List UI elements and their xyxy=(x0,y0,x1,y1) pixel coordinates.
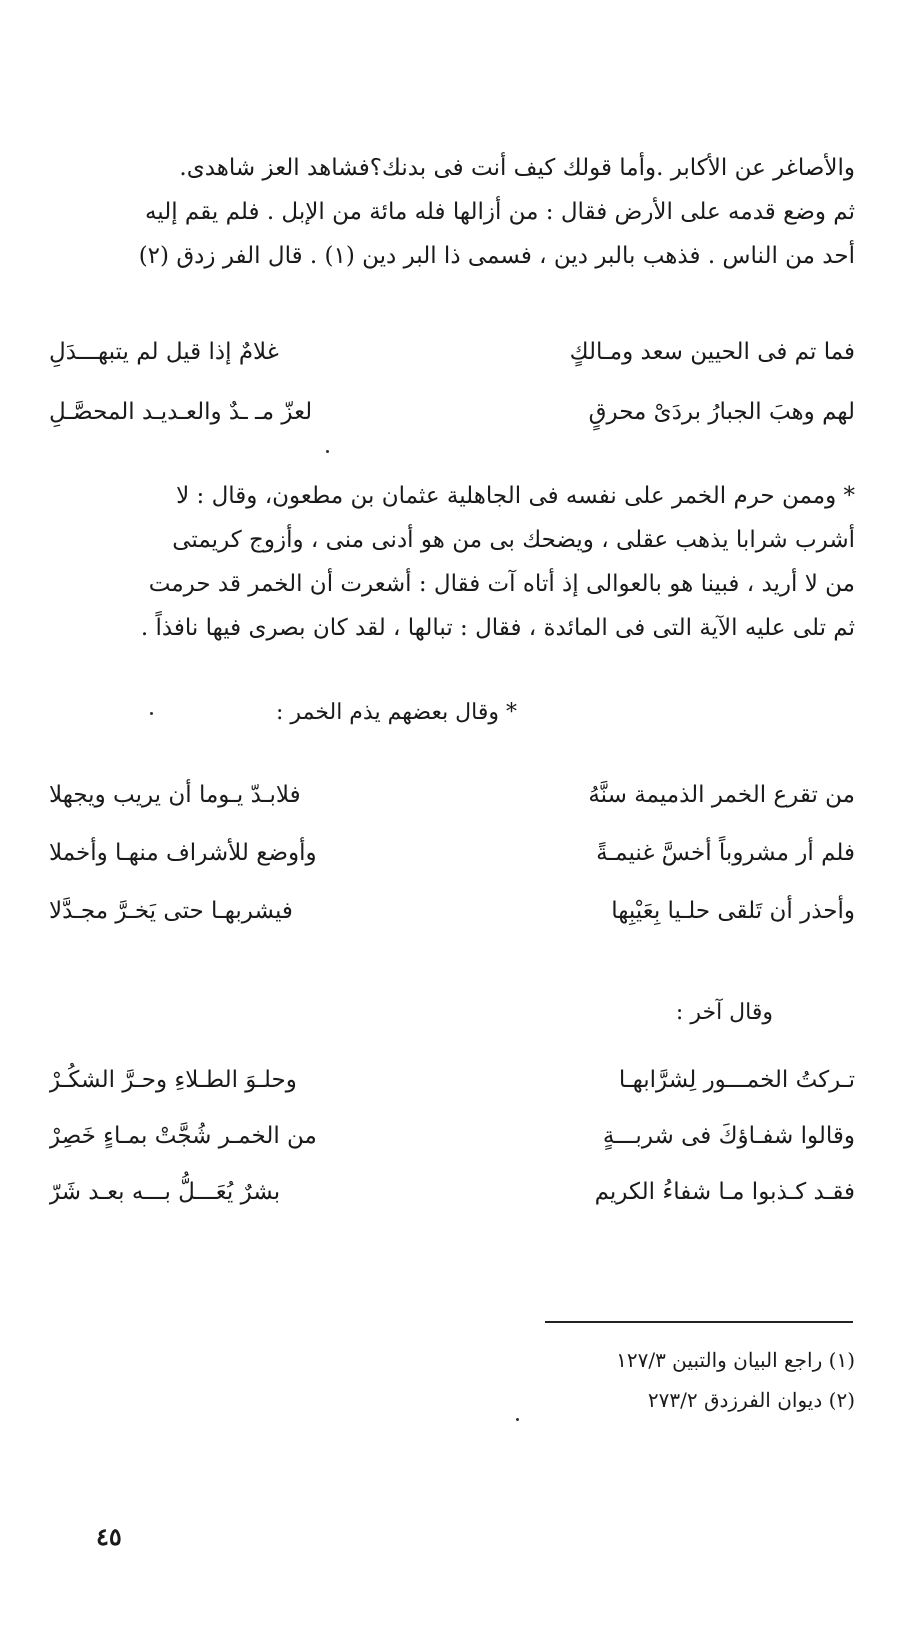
verse-second-hemistich: فلابـدّ يـوما أن يريب ويجهلا xyxy=(49,782,301,808)
paragraph-2 xyxy=(49,474,855,650)
paragraph-1 xyxy=(49,146,855,278)
verse-first-hemistich: فقـد كـذبوا مـا شفاءُ الكريم xyxy=(594,1179,855,1205)
footnotes xyxy=(616,1340,855,1420)
verse-line xyxy=(49,1108,855,1164)
verse-line xyxy=(49,388,855,436)
print-speck xyxy=(150,712,153,715)
footnote: (٢) ديوان الفرزدق ٢٧٣/٢ xyxy=(647,1388,855,1412)
print-speck xyxy=(326,450,329,453)
poem-1 xyxy=(49,328,855,436)
verse-first-hemistich: وقالوا شفـاؤكَ فى شربـــةٍ xyxy=(602,1123,855,1149)
verse-line xyxy=(49,766,855,824)
verse-first-hemistich: فما تم فى الحيين سعد ومـالكٍ xyxy=(569,339,855,365)
verse-line xyxy=(49,1052,855,1108)
verse-second-hemistich: لعزّ مـ ـدٌ والعـديـد المحصَّـلِ xyxy=(49,399,313,425)
paragraph-line: أشرب شرابا يذهب عقلى ، ويضحك بى من هو أدنى منى ، وأزوج كريمتى xyxy=(172,527,855,553)
verse-second-hemistich: بشرٌ يُعَـــلُّ بـــه بعـد شَرّ xyxy=(49,1179,281,1205)
paragraph-line: ثم تلى عليه الآية التى فى المائدة ، فقال : تبالها ، لقد كان بصرى فيها نافذاً . xyxy=(140,615,855,641)
paragraph-line: والأصاغر عن الأكابر .وأما قولك كيف أنت فى بدنك؟فشاهد العز شاهدى. xyxy=(179,155,855,181)
verse-first-hemistich: من تقرع الخمر الذميمة سنَّهُ xyxy=(588,782,855,808)
verse-second-hemistich: غلامٌ إذا قيل لم يتبهـــدَلِ xyxy=(49,339,279,365)
page-number: ٤٥ xyxy=(96,1522,122,1551)
verse-first-hemistich: وأحذر أن تَلقى حلـيا بِعَيْبِها xyxy=(611,898,855,924)
verse-line xyxy=(49,824,855,882)
verse-second-hemistich: فيشربهـا حتى يَخـرَّ مجـدَّلا xyxy=(49,898,293,924)
poem-intro: وقال آخر : xyxy=(675,1000,773,1025)
verse-first-hemistich: لهم وهبَ الجبارُ بردَىْ محرقٍ xyxy=(588,399,855,425)
verse-first-hemistich: تـركتُ الخمـــور لِشرَّابهـا xyxy=(618,1067,855,1093)
poem-2 xyxy=(49,766,855,940)
verse-first-hemistich: فلم أر مشروباً أخسَّ غنيمـةً xyxy=(596,840,855,866)
verse-line xyxy=(49,1164,855,1220)
verse-line xyxy=(49,882,855,940)
footnote: (١) راجع البيان والتبين ١٢٧/٣ xyxy=(616,1348,855,1372)
print-speck xyxy=(516,1418,519,1421)
verse-second-hemistich: وحلـوَ الطـلاءِ وحـرَّ الشكُـرْ xyxy=(49,1067,297,1093)
paragraph-line: أحد من الناس . فذهب بالبر دين ، فسمى ذا البر دين (١) . قال الفر زدق (٢) xyxy=(138,243,855,269)
verse-second-hemistich: وأوضع للأشراف منهـا وأخملا xyxy=(49,840,317,866)
paragraph-line: * وممن حرم الخمر على نفسه فى الجاهلية عثمان بن مطعون، وقال : لا xyxy=(176,483,855,509)
verse-line xyxy=(49,328,855,376)
poem-3 xyxy=(49,1052,855,1220)
poem-intro: * وقال بعضهم يذم الخمر : xyxy=(276,700,517,725)
paragraph-line: من لا أريد ، فبينا هو بالعوالى إذ أتاه آت فقال : أشعرت أن الخمر قد حرمت xyxy=(148,571,855,597)
paragraph-line: ثم وضع قدمه على الأرض فقال : من أزالها فله مائة من الإبل . فلم يقم إليه xyxy=(144,199,855,225)
verse-second-hemistich: من الخمـر شُجَّتْ بمـاءٍ خَصِرْ xyxy=(49,1123,317,1149)
footnote-rule xyxy=(545,1321,853,1323)
